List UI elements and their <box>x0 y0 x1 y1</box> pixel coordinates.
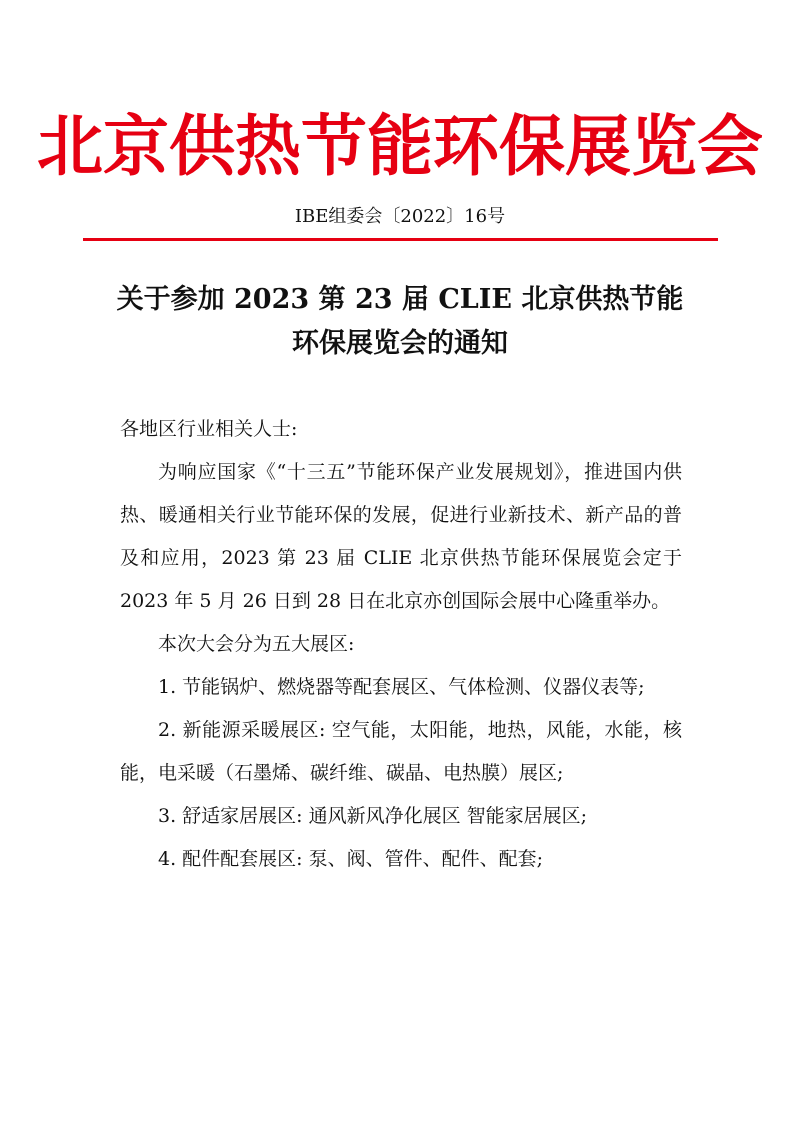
red-divider-line <box>83 238 718 241</box>
document-number: IBE组委会〔2022〕16号 <box>294 206 506 227</box>
notice-title-line-1: 关于参加 2023 第 23 届 CLIE 北京供热节能 <box>116 284 684 315</box>
zone-item-2: 2. 新能源采暖展区: 空气能，太阳能，地热，风能，水能，核能，电采暖（石墨烯、碳纤维、碳晶、电热膜）展区; <box>120 719 682 784</box>
notice-body <box>120 408 682 881</box>
notice-title-line-2: 环保展览会的通知 <box>292 328 508 359</box>
zone-item-4: 4. 配件配套展区: 泵、阀、管件、配件、配套; <box>158 848 544 870</box>
intro-paragraph: 为响应国家《“十三五”节能环保产业发展规划》，推进国内供热、暖通相关行业节能环保的发展，促进行业新技术、新产品的普及和应用，2023 第 23 届 CLIE 北京供热节能环保展览会定于 2023 年 5 月 26 日到 28 日在北京亦创国际会展中心隆重举办。 <box>120 461 682 612</box>
masthead-title: 北京供热节能环保展览会 <box>37 107 763 185</box>
zone-item-3: 3. 舒适家居展区: 通风新风净化展区 智能家居展区; <box>158 805 588 827</box>
notice-title <box>80 278 720 366</box>
salutation: 各地区行业相关人士: <box>120 418 298 440</box>
zones-intro: 本次大会分为五大展区: <box>158 633 355 655</box>
zone-item-1: 1. 节能锅炉、燃烧器等配套展区、气体检测、仪器仪表等; <box>158 676 645 698</box>
